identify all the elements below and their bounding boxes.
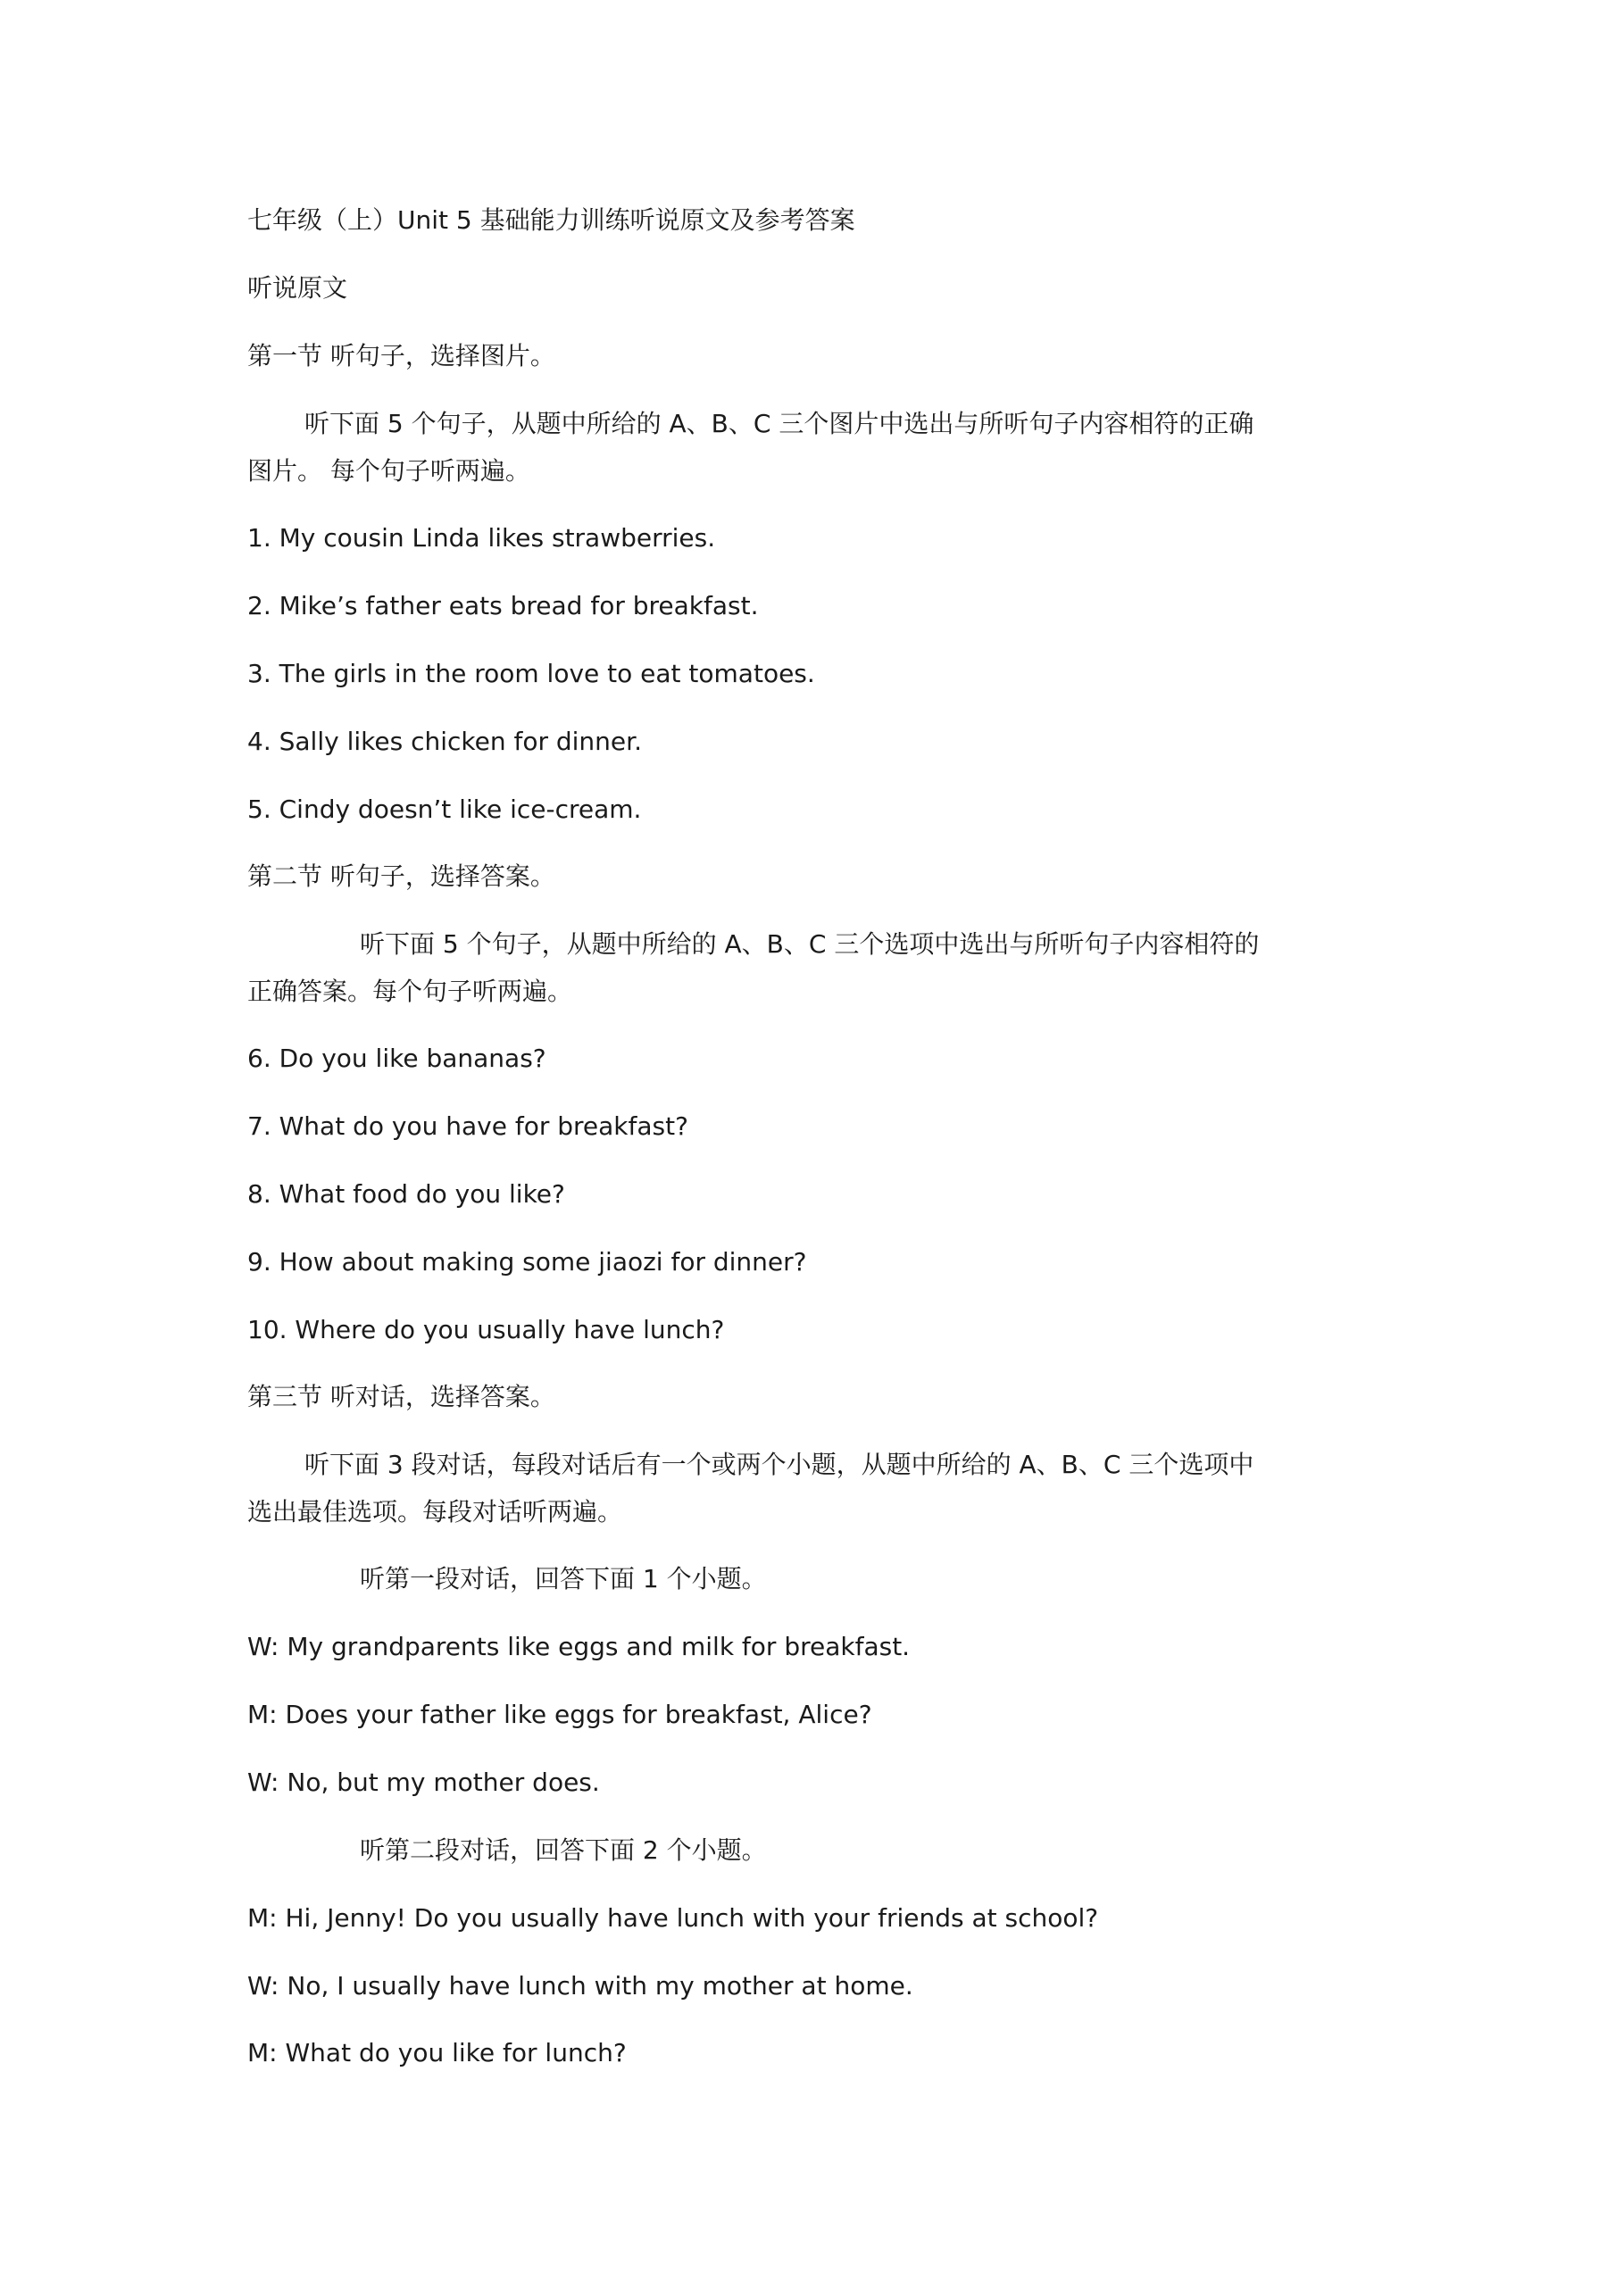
section-2-instruction: 听下面 5 个句子，从题中所给的 A、B、C 三个选项中选出与所听句子内容相符的 bbox=[360, 929, 1260, 959]
dialogue-line: M: Does your father like eggs for breakfast, Alice? bbox=[247, 1700, 872, 1729]
dialogue-2-intro: 听第二段对话，回答下面 2 个小题。 bbox=[360, 1835, 767, 1865]
list-item: 4. Sally likes chicken for dinner. bbox=[247, 727, 642, 756]
list-item: 5. Cindy doesn’t like ice-cream. bbox=[247, 794, 642, 824]
dialogue-line: W: No, but my mother does. bbox=[247, 1768, 600, 1797]
section-1-heading: 第一节 听句子，选择图片。 bbox=[247, 341, 555, 370]
document-subtitle: 听说原文 bbox=[247, 273, 348, 303]
section-3-instruction-cont: 选出最佳选项。每段对话听两遍。 bbox=[247, 1497, 623, 1527]
dialogue-line: M: What do you like for lunch? bbox=[247, 2038, 627, 2067]
section-1-instruction: 听下面 5 个句子，从题中所给的 A、B、C 三个图片中选出与所听句子内容相符的正确 bbox=[304, 409, 1254, 438]
list-item: 6. Do you like bananas? bbox=[247, 1044, 546, 1073]
dialogue-line: W: My grandparents like eggs and milk for breakfast. bbox=[247, 1632, 911, 1661]
section-2-instruction-cont: 正确答案。每个句子听两遍。 bbox=[247, 977, 573, 1006]
list-item: 9. How about making some jiaozi for dinner? bbox=[247, 1247, 807, 1277]
list-item: 3. The girls in the room love to eat tomatoes. bbox=[247, 659, 815, 688]
section-3-heading: 第三节 听对话，选择答案。 bbox=[247, 1382, 555, 1411]
document-title: 七年级（上）Unit 5 基础能力训练听说原文及参考答案 bbox=[247, 205, 855, 235]
list-item: 1. My cousin Linda likes strawberries. bbox=[247, 523, 716, 553]
list-item: 10. Where do you usually have lunch? bbox=[247, 1315, 725, 1344]
list-item: 7. What do you have for breakfast? bbox=[247, 1111, 688, 1141]
dialogue-line: M: Hi, Jenny! Do you usually have lunch with your friends at school? bbox=[247, 1903, 1099, 1933]
section-2-heading: 第二节 听句子，选择答案。 bbox=[247, 861, 555, 891]
list-item: 8. What food do you like? bbox=[247, 1179, 565, 1209]
section-1-instruction-cont: 图片。 每个句子听两遍。 bbox=[247, 456, 530, 486]
list-item: 2. Mike’s father eats bread for breakfast. bbox=[247, 591, 759, 620]
dialogue-1-intro: 听第一段对话，回答下面 1 个小题。 bbox=[360, 1564, 767, 1593]
section-3-instruction: 听下面 3 段对话，每段对话后有一个或两个小题，从题中所给的 A、B、C 三个选项中 bbox=[304, 1450, 1254, 1479]
dialogue-line: W: No, I usually have lunch with my mother at home. bbox=[247, 1971, 913, 2001]
